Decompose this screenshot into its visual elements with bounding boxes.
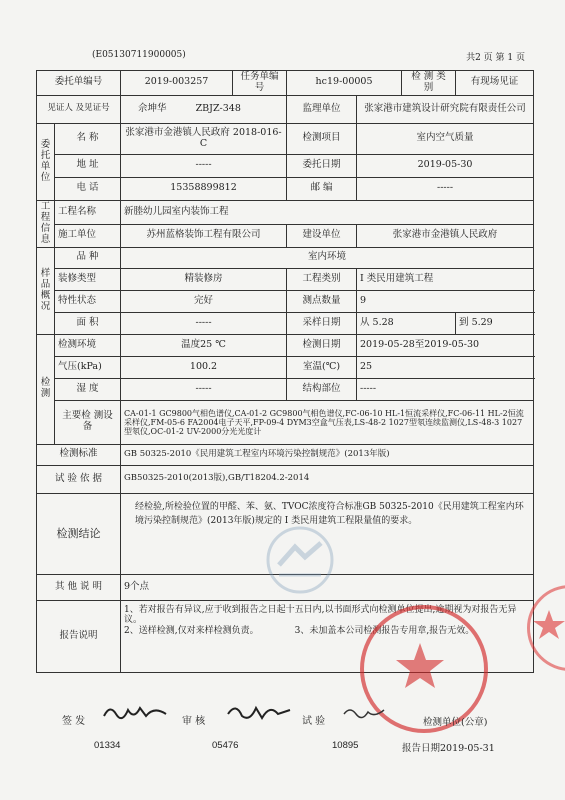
construction-unit-label: 施工单位 [55,224,121,247]
conclusion-label: 检测结论 [37,493,121,574]
supervisor-label: 监理单位 [287,95,357,123]
test-type-value: 有现场见证 [456,71,534,96]
project-type-label: 工程类别 [287,268,357,290]
area-value: ----- [121,312,287,334]
detection-label: 检 测 [37,334,55,444]
phone-value: 15358899812 [121,177,287,200]
project-info-label: 工 程 信 息 [37,200,55,247]
sampling-date-label: 采样日期 [287,312,357,334]
cross-page-seal [527,585,565,671]
test-item-label: 检测项目 [287,123,357,154]
consign-name-value: 张家港市金港镇人民政府 2018-016-C [121,123,287,154]
issuer-code: 01334 [94,740,121,751]
witness-name: 佘坤华 [138,102,167,114]
project-name-label: 工程名称 [55,200,121,224]
conclusion-value: 经检验,所检验位置的甲醛、苯、氨、TVOC浓度符合标准GB 50325-2010《民用建筑工程室内环境污染控制规范》(2013年版)规定的 I 类民用建筑工程限量值的要求。 [121,493,534,574]
consign-no-value: 2019-003257 [121,71,233,96]
humidity-label: 湿 度 [55,378,121,400]
consign-unit-label: 委 托 单 位 [37,123,55,200]
report-number: (E05130711900005) [92,50,186,60]
witness-value [121,95,287,123]
supervisor-value: 张家港市建筑设计研究院有限责任公司 [357,95,534,123]
project-type-value: I 类民用建筑工程 [357,268,534,290]
note-2: 2、送样检测,仅对来样检测负责。 [124,625,259,636]
point-count-value: 9 [357,290,534,312]
basis-label: 试 验 依 据 [37,465,121,493]
test-item-value: 室内空气质量 [357,123,534,154]
phone-label: 电 话 [55,177,121,200]
reviewer-code: 05476 [212,740,239,751]
pressure-label: 气压(kPa) [55,356,121,378]
address-value: ----- [121,154,287,177]
decoration-type-value: 精装修房 [121,268,287,290]
name-label: 名 称 [55,123,121,154]
note-1: 1、若对报告有异议,应于收到报告之日起十五日内,以书面形式向检测单位提出,逾期视为对报告无异议。 [124,604,517,626]
test-unit-label: 检测单位(公章) [423,717,488,728]
issuer-signature [100,700,170,724]
area-label: 面 积 [55,312,121,334]
variety-label: 品 种 [55,247,121,268]
other-value: 9个点 [121,574,534,600]
notes-label: 报告说明 [37,600,121,672]
witness-label: 见证人 及见证号 [37,95,121,123]
consign-date-value: 2019-05-30 [357,154,534,177]
sampling-to: 到 5.29 [456,312,534,334]
standard-label: 检测标准 [37,444,121,465]
tester-signature [340,702,390,722]
standard-value: GB 50325-2010《民用建筑工程室内环境污染控制规范》(2013年版) [121,444,534,465]
decoration-type-label: 装修类型 [55,268,121,290]
consign-date-label: 委托日期 [287,154,357,177]
room-temp-label: 室温(℃) [287,356,357,378]
test-label: 试 验 [302,716,326,727]
equipment-label: 主要检 测设备 [55,400,121,444]
witness-no: ZBJZ-348 [195,102,241,114]
other-label: 其 他 说 明 [37,574,121,600]
sample-overview-label: 样 品 概 况 [37,247,55,334]
basis-value: GB50325-2010(2013版),GB/T18204.2-2014 [121,465,534,493]
report-date: 报告日期2019-05-31 [402,743,495,754]
humidity-value: ----- [121,378,287,400]
environment-label: 检测环境 [55,334,121,356]
task-no-label: 任务单编号 [233,71,287,96]
equipment-value: CA-01-1 GC9800气相色谱仪,CA-01-2 GC9800气相色谱仪,FC-06-10 HL-1恒流采样仪,FC-06-11 HL-2恒流采样仪,FM-05-6 FA2004电子天平,FP-09-4 DYM3空盒气压表,LS-48-2 1027型氡连续监测仪,LS-48-3 1027型氡仪,OC-01-2 UV-2000分光光度计 [121,400,534,444]
property-state-label: 特性状态 [55,290,121,312]
test-date-value: 2019-05-28至2019-05-30 [357,334,534,356]
address-label: 地 址 [55,154,121,177]
property-state-value: 完好 [121,290,287,312]
sign-label: 签 发 [62,716,86,727]
task-no-value: hc19-00005 [287,71,402,96]
construction-unit-value: 苏州蓝格装饰工程有限公司 [121,224,287,247]
test-type-label: 检 测 类 别 [402,71,456,96]
reviewer-signature [224,700,294,724]
tester-code: 10895 [332,740,359,751]
structure-part-label: 结构部位 [287,378,357,400]
environment-value: 温度25 ℃ [121,334,287,356]
review-label: 审 核 [182,716,206,727]
builder-unit-label: 建设单位 [287,224,357,247]
watermark-logo [265,525,335,595]
structure-part-value: ----- [357,378,534,400]
postcode-label: 邮 编 [287,177,357,200]
page-indicator: 共2 页 第 1 页 [466,53,525,63]
point-count-label: 测点数量 [287,290,357,312]
variety-value: 室内环境 [121,247,534,268]
project-name-value: 新塍幼儿园室内装饰工程 [121,200,534,224]
builder-unit-value: 张家港市金港镇人民政府 [357,224,534,247]
pressure-value: 100.2 [121,356,287,378]
consign-no-label: 委托单编号 [37,71,121,96]
sampling-from: 从 5.28 [357,312,456,334]
note-3: 3、未加盖本公司检测报告专用章,报告无效。 [294,625,475,636]
postcode-value: ----- [357,177,534,200]
test-date-label: 检测日期 [287,334,357,356]
room-temp-value: 25 [357,356,534,378]
